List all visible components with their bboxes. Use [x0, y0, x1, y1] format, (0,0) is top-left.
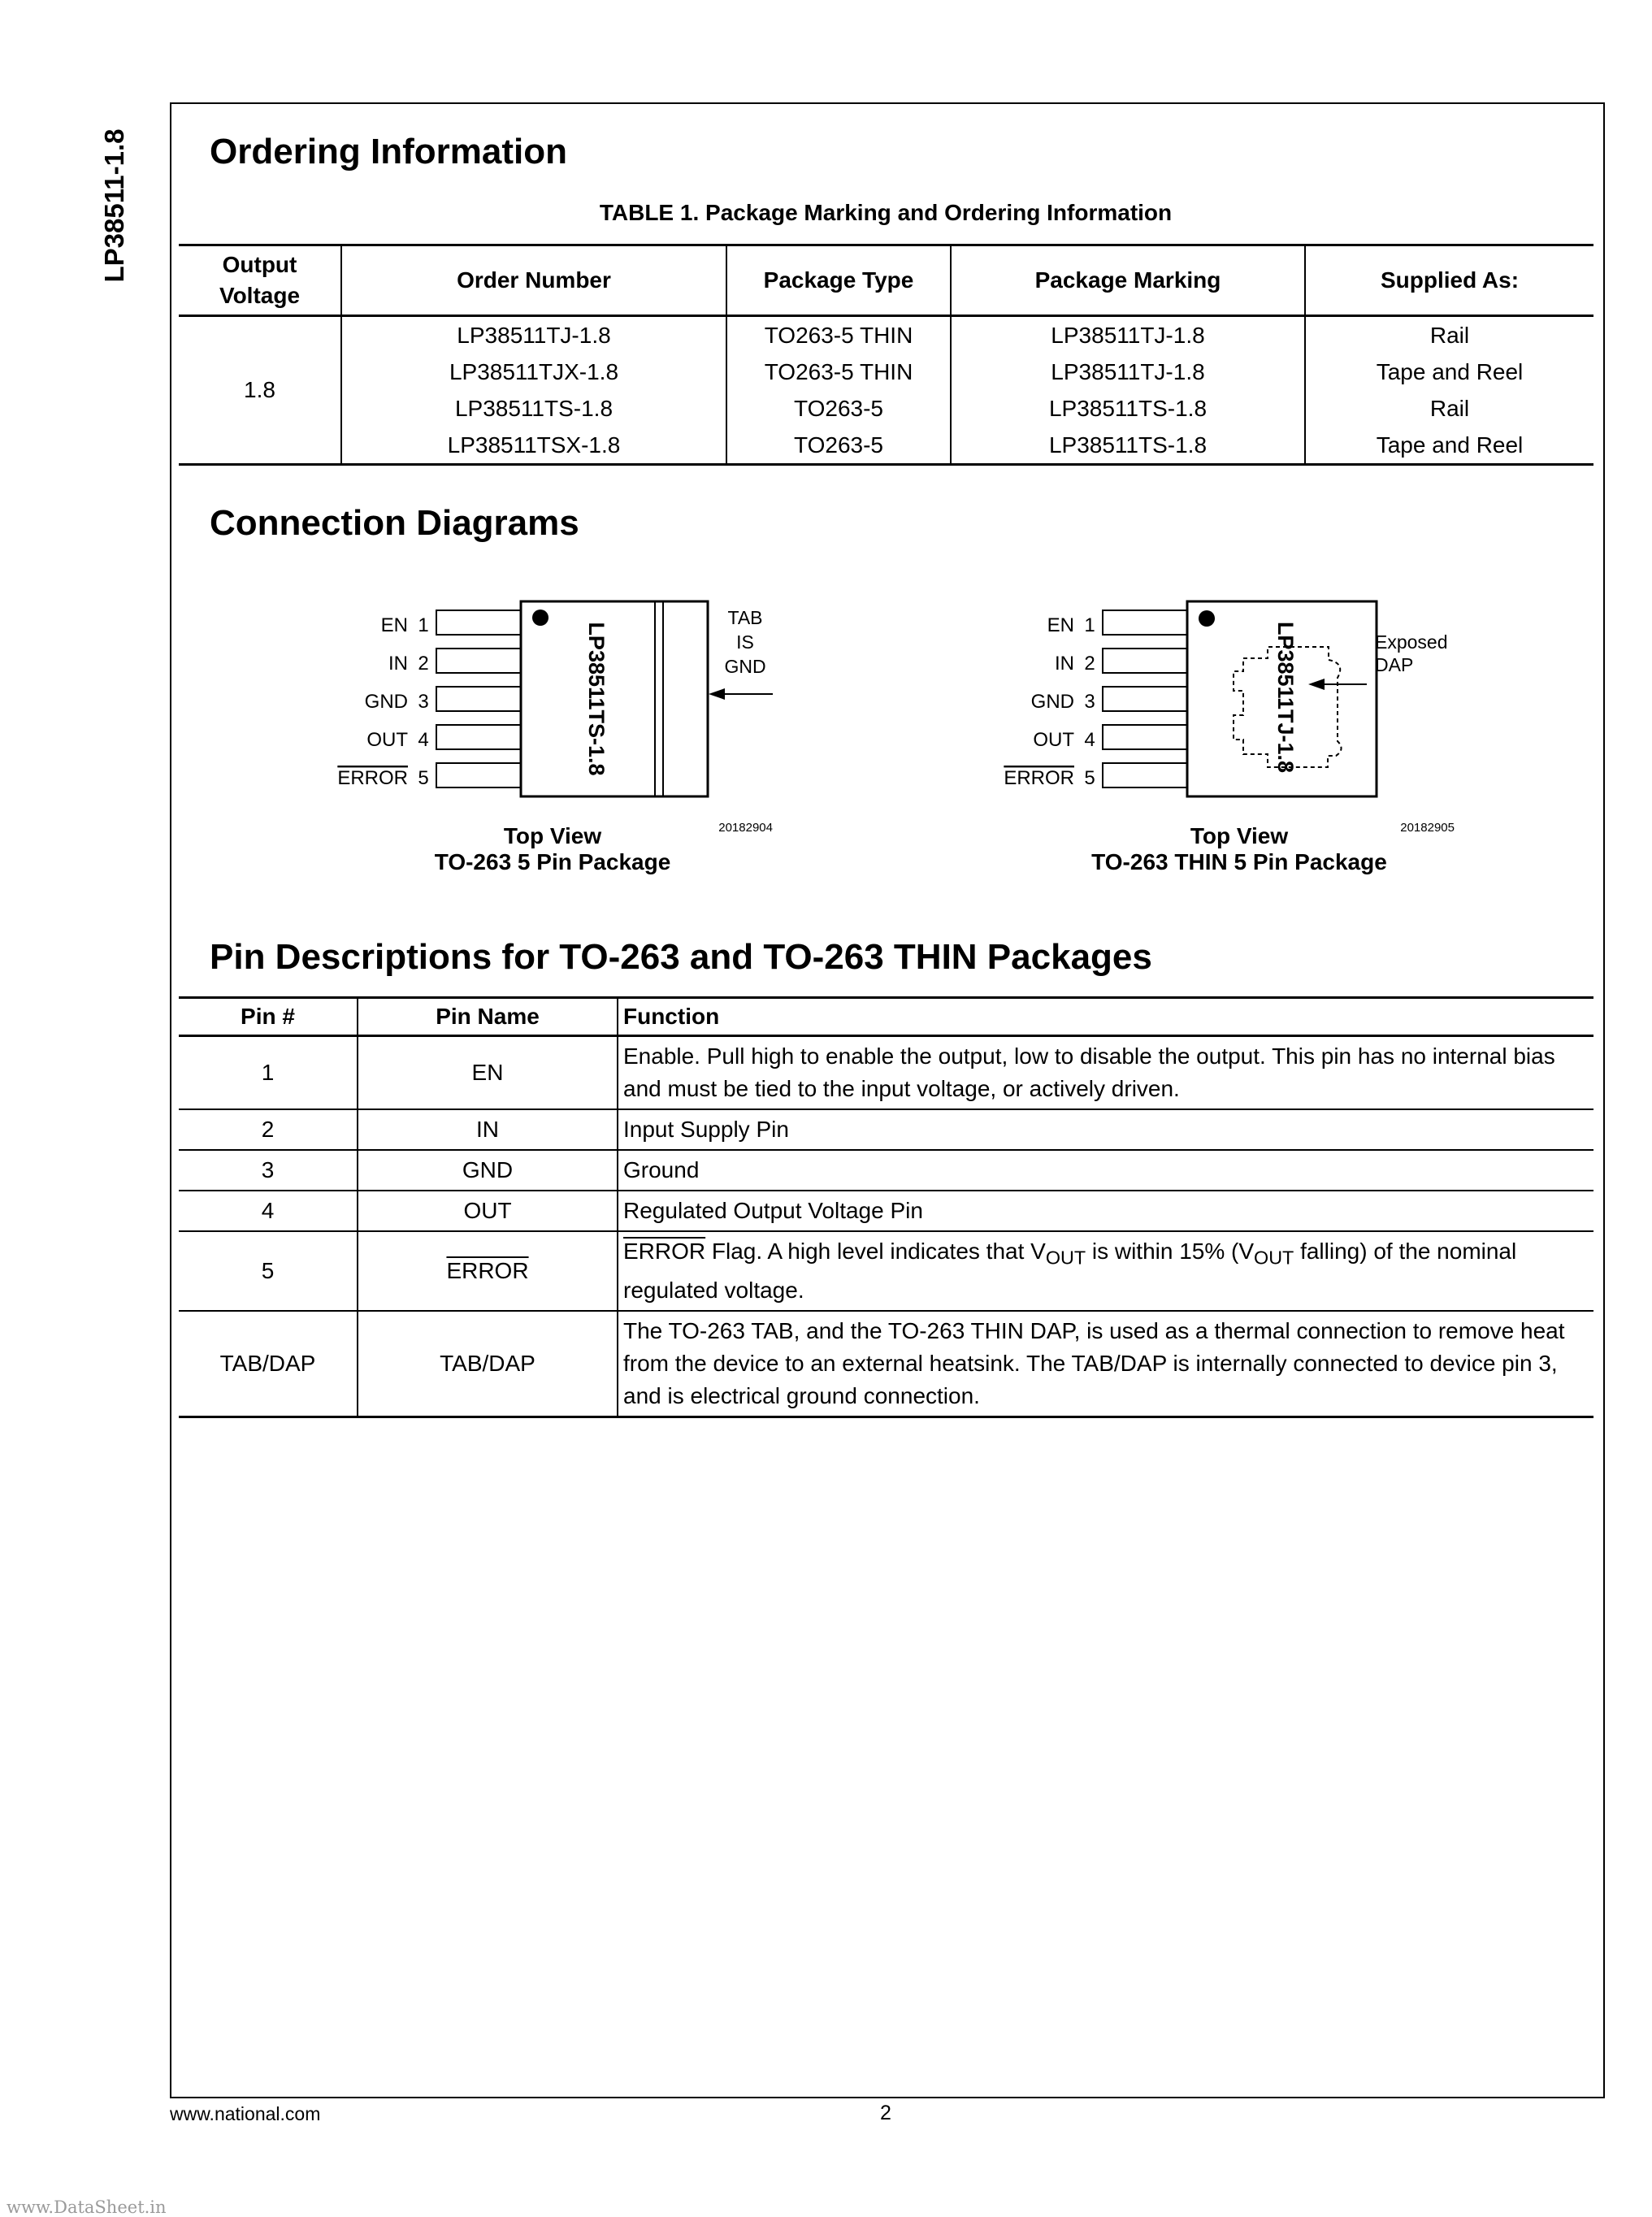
pin-function-cell — [618, 1231, 1593, 1311]
function-text: is within 15% (V — [1086, 1239, 1255, 1264]
table-row — [179, 1191, 1593, 1231]
ordering-heading: Ordering Information — [210, 132, 567, 171]
pin-leads — [1103, 610, 1187, 787]
side-title-text: LP38511-1.8 — [99, 128, 129, 283]
pin-name-cell: TAB/DAP — [358, 1311, 618, 1417]
pin-name-cell: IN — [358, 1109, 618, 1150]
caption-line: Top View — [503, 823, 602, 848]
table-cell: TO263-5 — [726, 427, 951, 465]
pin-header-function: Function — [618, 998, 1593, 1036]
dap-label-line: DAP — [1375, 654, 1414, 675]
to263-connection-diagram — [309, 593, 796, 845]
figure-id: 20182905 — [1400, 821, 1455, 835]
pin-label: IN — [388, 653, 408, 675]
table-row — [179, 316, 1593, 354]
pin1-dot-icon — [532, 610, 548, 626]
pin-number-cell: 3 — [179, 1150, 358, 1191]
function-text: Flag. A high level indicates that V — [705, 1239, 1046, 1264]
pin-number-cell: 1 — [179, 1036, 358, 1110]
table-cell: LP38511TJ-1.8 — [341, 316, 726, 354]
pin-number: 3 — [1084, 691, 1095, 713]
pin-function-cell: The TO-263 TAB, and the TO-263 THIN DAP, is used as a thermal connection to remove heat from the device to an external heatsink. The TAB/DAP is internally connected to device pin 3, and is electrical ground connection. — [618, 1311, 1593, 1417]
pin-name-cell — [358, 1231, 618, 1311]
footer-url: www.national.com — [170, 2103, 321, 2124]
connection-heading: Connection Diagrams — [210, 503, 579, 543]
table-cell: LP38511TS-1.8 — [341, 390, 726, 427]
table-cell: TO263-5 THIN — [726, 354, 951, 390]
pin-name-cell: GND — [358, 1150, 618, 1191]
pin-name-cell: OUT — [358, 1191, 618, 1231]
error-overline-text: ERROR — [623, 1239, 706, 1264]
tab-label-line: GND — [724, 656, 766, 677]
tab-label-line: TAB — [727, 607, 763, 628]
pin-number-cell: 4 — [179, 1191, 358, 1231]
pin-number: 3 — [418, 691, 429, 713]
ordering-header-row — [179, 245, 1593, 316]
pin-name-cell: EN — [358, 1036, 618, 1110]
table-cell: LP38511TSX-1.8 — [341, 427, 726, 465]
pin-numbers — [418, 614, 428, 789]
table-row — [179, 427, 1593, 465]
pins-heading: Pin Descriptions for TO-263 and TO-263 THIN Packages — [210, 937, 1152, 977]
ordering-header-voltage: Output Voltage — [179, 245, 341, 316]
pin-number-cell: 5 — [179, 1231, 358, 1311]
pin-leads — [436, 610, 521, 787]
ordering-header-order-number: Order Number — [341, 245, 726, 316]
ordering-header-package-type: Package Type — [726, 245, 951, 316]
watermark: www.DataSheet.in — [7, 2197, 167, 2217]
package-marking: LP38511TJ-1.8 — [1273, 621, 1298, 774]
to263-caption — [390, 823, 715, 875]
pin-label: OUT — [366, 729, 408, 751]
pin1-dot-icon — [1199, 610, 1215, 627]
pin-header-name: Pin Name — [358, 998, 618, 1036]
pin-header-number: Pin # — [179, 998, 358, 1036]
package-body — [521, 601, 708, 796]
function-text: falling) of the nominal regulated voltage. — [623, 1239, 1517, 1303]
pin-function-cell: Ground — [618, 1150, 1593, 1191]
tab-label-line: IS — [736, 631, 754, 653]
arrow-head-icon — [709, 688, 725, 700]
table-row — [179, 1150, 1593, 1191]
pin-lead — [1103, 763, 1187, 787]
pin-labels — [337, 614, 408, 789]
tab-label — [724, 607, 765, 677]
ordering-header-package-marking: Package Marking — [951, 245, 1305, 316]
table-cell: TO263-5 THIN — [726, 316, 951, 354]
table-row — [179, 1109, 1593, 1150]
pin-number: 4 — [1084, 729, 1095, 751]
table-cell: LP38511TS-1.8 — [951, 427, 1305, 465]
table-row — [179, 1311, 1593, 1417]
pin-label: EN — [1047, 614, 1074, 636]
dap-label — [1375, 631, 1448, 675]
pin-number: 1 — [418, 614, 429, 636]
subscript-text: OUT — [1045, 1247, 1086, 1269]
ordering-voltage-cell: 1.8 — [179, 316, 341, 465]
pin-label: ERROR — [337, 767, 408, 789]
table-cell: LP38511TJ-1.8 — [951, 354, 1305, 390]
pin-lead — [1103, 687, 1187, 711]
table-row — [179, 1036, 1593, 1110]
table-row — [179, 1231, 1593, 1311]
pin-number-cell: 2 — [179, 1109, 358, 1150]
caption-line: TO-263 THIN 5 Pin Package — [1091, 849, 1387, 874]
pin-number: 1 — [1084, 614, 1095, 636]
table-row — [179, 354, 1593, 390]
ordering-table-caption: TABLE 1. Package Marking and Ordering Information — [599, 200, 1173, 225]
pin-number-cell: TAB/DAP — [179, 1311, 358, 1417]
arrow-head-icon — [1308, 679, 1325, 690]
ordering-table — [179, 244, 1593, 466]
table-cell: LP38511TJX-1.8 — [341, 354, 726, 390]
pin-label: IN — [1055, 653, 1074, 675]
pin-function-cell: Regulated Output Voltage Pin — [618, 1191, 1593, 1231]
to263-thin-caption — [1028, 823, 1450, 875]
pin-labels — [1004, 614, 1074, 789]
page-number: 2 — [880, 2102, 891, 2124]
pin-lead — [436, 763, 521, 787]
pin-description-table — [179, 996, 1593, 1418]
pin-label: GND — [1030, 691, 1074, 713]
pin-function-cell: Input Supply Pin — [618, 1109, 1593, 1150]
pin-number: 4 — [418, 729, 429, 751]
pin-lead — [436, 725, 521, 749]
ordering-header-supplied-as: Supplied As: — [1305, 245, 1593, 316]
pin-lead — [1103, 610, 1187, 635]
figure-id: 20182904 — [718, 821, 773, 835]
dap-label-line: Exposed — [1375, 631, 1448, 653]
pin-label: OUT — [1033, 729, 1074, 751]
subscript-text: OUT — [1254, 1247, 1294, 1269]
package-marking: LP38511TS-1.8 — [584, 622, 609, 776]
pin-lead — [1103, 649, 1187, 673]
side-title — [78, 103, 151, 308]
pin-lead — [436, 649, 521, 673]
pin-lead — [436, 610, 521, 635]
caption-line: Top View — [1190, 823, 1289, 848]
pin-number: 5 — [418, 767, 429, 789]
pin-lead — [436, 687, 521, 711]
table-row — [179, 390, 1593, 427]
table-cell: TO263-5 — [726, 390, 951, 427]
pin-number: 2 — [418, 653, 429, 675]
pin-numbers — [1084, 614, 1095, 789]
table-cell: Tape and Reel — [1305, 427, 1593, 465]
error-overline-text: ERROR — [446, 1257, 529, 1283]
to263-thin-connection-diagram — [975, 593, 1487, 845]
pin-label: ERROR — [1004, 767, 1074, 789]
pin-header-row — [179, 998, 1593, 1036]
caption-line: TO-263 5 Pin Package — [434, 849, 671, 874]
table-cell: Rail — [1429, 395, 1470, 421]
table-cell: LP38511TS-1.8 — [951, 390, 1305, 427]
pin-function-cell: Enable. Pull high to enable the output, low to disable the output. This pin has no internal bias and must be tied to the input voltage, or actively driven. — [618, 1036, 1593, 1110]
table-cell: Tape and Reel — [1376, 358, 1524, 384]
pin-lead — [1103, 725, 1187, 749]
pin-label: GND — [364, 691, 408, 713]
table-cell: LP38511TJ-1.8 — [951, 316, 1305, 354]
pin-number: 5 — [1084, 767, 1095, 789]
table-cell: Rail — [1429, 322, 1470, 348]
pin-label: EN — [380, 614, 408, 636]
pin-number: 2 — [1084, 653, 1095, 675]
